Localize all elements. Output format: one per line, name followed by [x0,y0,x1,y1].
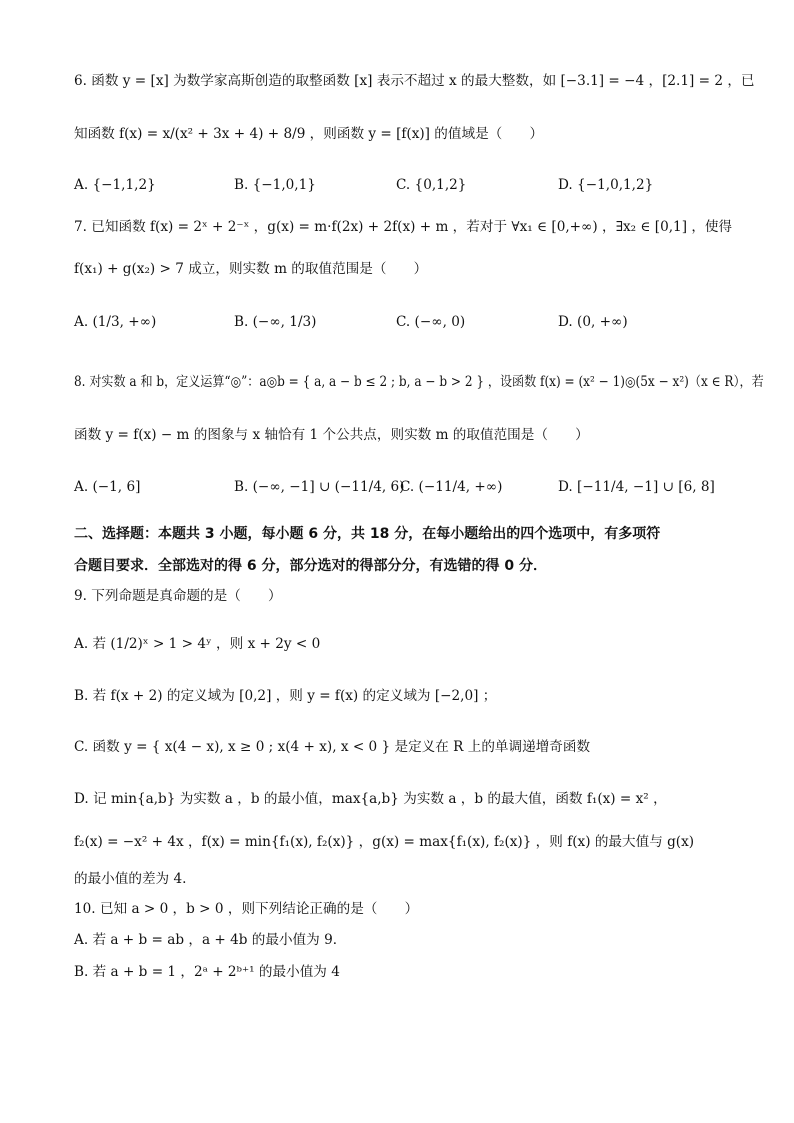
q7-options [74,307,754,337]
q8-line2: 函数 y = f(x) − m 的图象与 x 轴恰有 1 个公共点，则实数 m 的取值范围是（ ） [74,427,589,443]
q10-stem: 10. 已知 a > 0 ，b > 0 ，则下列结论正确的是（ ） [74,901,419,917]
q6-options [74,170,754,200]
section2-header-line2: 合题目要求．全部选对的得 6 分，部分选对的得部分分，有选错的得 0 分． [74,558,547,574]
q6-option-b[interactable]: B. {−1,0,1} [234,177,316,193]
q8-options [74,472,754,502]
q6-option-c[interactable]: C. {0,1,2} [396,177,467,193]
q7-line2: f(x₁) + g(x₂) > 7 成立，则实数 m 的取值范围是（ ） [74,261,428,277]
q8-option-d[interactable]: D. [−11/4, −1] ∪ [6, 8] [558,479,715,495]
q7-line1: 7. 已知函数 f(x) = 2ˣ + 2⁻ˣ ，g(x) = m·f(2x) + 2f(x) + m ，若对于 ∀x₁ ∈ [0,+∞) ，∃x₂ ∈ [0,1] ，使得 [74,219,733,235]
section2-header-line1: 二、选择题：本题共 3 小题，每小题 6 分，共 18 分，在每小题给出的四个选项中，有多项符 [74,526,661,542]
q8-option-a[interactable]: A. (−1, 6] [74,479,141,495]
q7-option-d[interactable]: D. (0, +∞) [558,314,628,330]
q8-line1: 8. 对实数 a 和 b，定义运算“◎”：a◎b = { a, a − b ≤ 2 ; b, a − b > 2 } ，设函数 f(x) = (x² − 1)◎(5x − x²)（x ∈ R），若 [74,374,764,390]
q8-option-c[interactable]: C. (−11/4, +∞) [400,479,503,495]
q6-option-d[interactable]: D. {−1,0,1,2} [558,177,654,193]
q6-option-a[interactable]: A. {−1,1,2} [74,177,156,193]
q9-option-d-line1[interactable]: D. 记 min{a,b} 为实数 a ，b 的最小值，max{a,b} 为实数 a ，b 的最大值，函数 f₁(x) = x² ， [74,791,667,807]
q7-option-a[interactable]: A. (1/3, +∞) [74,314,157,330]
q9-option-c[interactable]: C. 函数 y = { x(4 − x), x ≥ 0 ; x(4 + x), x < 0 } 是定义在 R 上的单调递增奇函数 [74,739,591,755]
q10-option-b[interactable]: B. 若 a + b = 1 ，2ᵃ + 2ᵇ⁺¹ 的最小值为 4 [74,964,340,980]
q9-option-b[interactable]: B. 若 f(x + 2) 的定义域为 [0,2] ，则 y = f(x) 的定义域为 [−2,0] ； [74,688,497,704]
q10-option-a[interactable]: A. 若 a + b = ab ，a + 4b 的最小值为 9． [74,932,347,948]
q7-option-c[interactable]: C. (−∞, 0) [396,314,466,330]
q9-option-d-line3: 的最小值的差为 4. [74,871,187,887]
q9-stem: 9. 下列命题是真命题的是（ ） [74,588,282,604]
q6-line1: 6. 函数 y = [x] 为数学家高斯创造的取整函数 [x] 表示不超过 x 的最大整数，如 [−3.1] = −4 ，[2.1] = 2 ，已 [74,73,755,89]
q9-option-d-line2: f₂(x) = −x² + 4x ，f(x) = min{f₁(x), f₂(x)} ，g(x) = max{f₁(x), f₂(x)} ，则 f(x) 的最大值与 g(x) [74,834,695,850]
q8-option-b[interactable]: B. (−∞, −1] ∪ (−11/4, 6) [234,479,405,495]
q6-line2: 知函数 f(x) = x/(x² + 3x + 4) + 8/9 ，则函数 y = [f(x)] 的值域是（ ） [74,126,544,142]
q7-option-b[interactable]: B. (−∞, 1/3) [234,314,317,330]
q9-option-a[interactable]: A. 若 (1/2)ˣ > 1 > 4ʸ ，则 x + 2y < 0 [74,636,321,652]
